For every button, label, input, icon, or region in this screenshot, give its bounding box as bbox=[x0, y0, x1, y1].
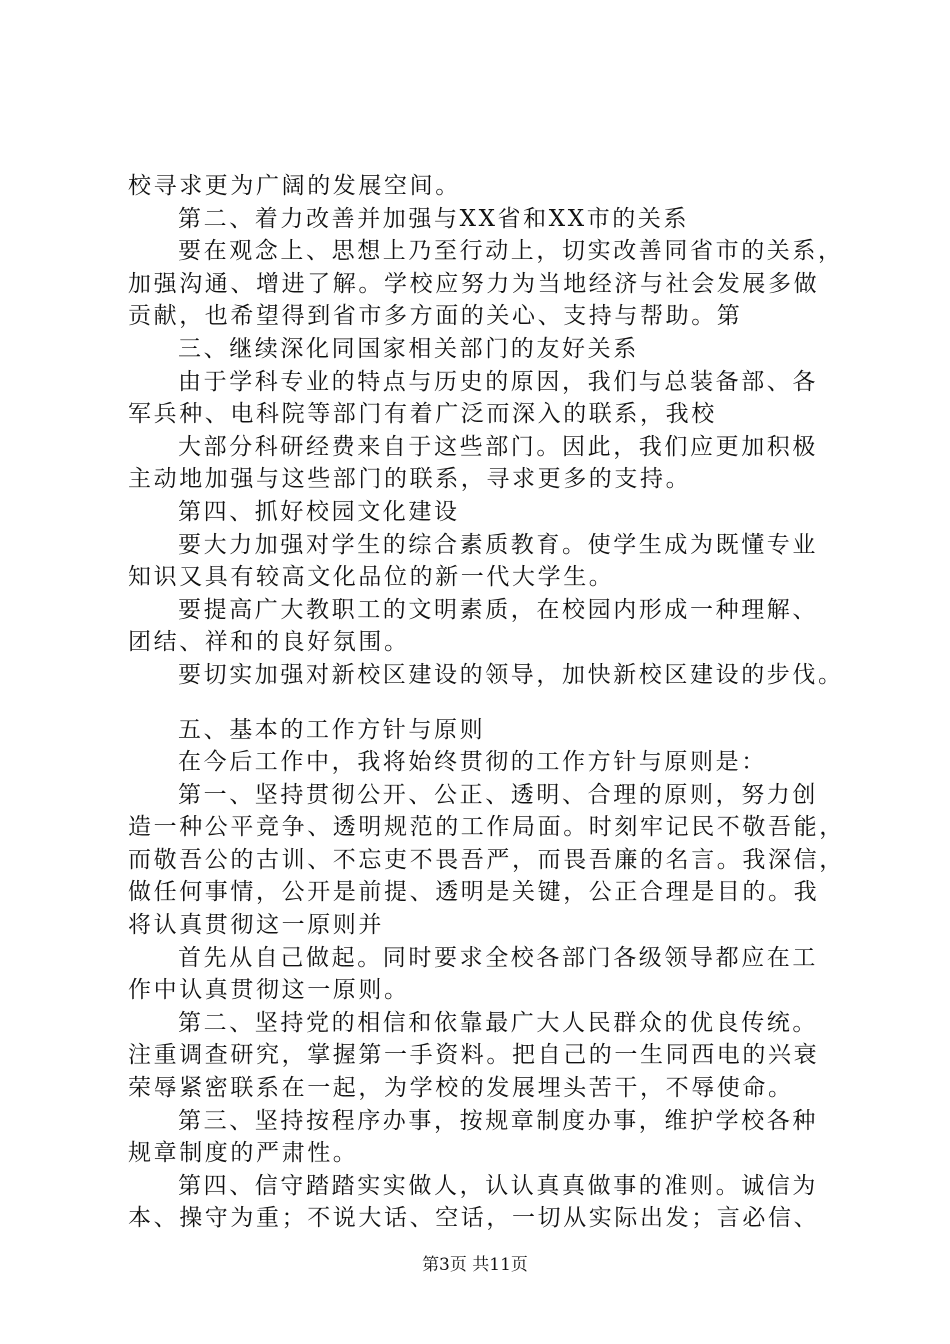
section-heading: 第二、着力改善并加强与XX省和XX市的关系 bbox=[178, 205, 690, 232]
text-line: 大部分科研经费来自于这些部门。因此，我们应更加积极 bbox=[178, 433, 818, 460]
text-line: 加强沟通、增进了解。学校应努力为当地经济与社会发展多做 bbox=[128, 270, 820, 297]
page-number: 第3页 共11页 bbox=[422, 1255, 528, 1275]
section-heading: 第四、抓好校园文化建设 bbox=[178, 498, 460, 525]
text-line: 要切实加强对新校区建设的领导，加快新校区建设的步伐。 bbox=[178, 661, 844, 688]
text-line: 首先从自己做起。同时要求全校各部门各级领导都应在工 bbox=[178, 944, 818, 971]
text-line: 规章制度的严肃性。 bbox=[128, 1140, 359, 1167]
text-line: 第三、坚持按程序办事，按规章制度办事，维护学校各种 bbox=[178, 1107, 818, 1134]
document-body bbox=[128, 170, 848, 1235]
text-line: 贡献，也希望得到省市多方面的关心、支持与帮助。第 bbox=[128, 303, 743, 330]
text-line: 本、操守为重；不说大话、空话，一切从实际出发；言必信、 bbox=[128, 1205, 820, 1232]
paragraph-gap bbox=[128, 692, 848, 714]
text-line: 要提高广大教职工的文明素质，在校园内形成一种理解、 bbox=[178, 596, 818, 623]
text-line: 荣辱紧密联系在一起，为学校的发展埋头苦干，不辱使命。 bbox=[128, 1075, 794, 1102]
text-line: 校寻求更为广阔的发展空间。 bbox=[128, 173, 461, 199]
section-heading: 五、基本的工作方针与原则 bbox=[178, 716, 486, 743]
text-line: 造一种公平竞争、透明规范的工作局面。时刻牢记民不敬吾能， bbox=[128, 814, 845, 841]
text-line: 主动地加强与这些部门的联系，寻求更多的支持。 bbox=[128, 466, 692, 493]
text-line: 第二、坚持党的相信和依靠最广大人民群众的优良传统。 bbox=[178, 1009, 818, 1036]
text-line: 第一、坚持贯彻公开、公正、透明、合理的原则，努力创 bbox=[178, 781, 818, 808]
section-heading: 三、继续深化同国家相关部门的友好关系 bbox=[178, 335, 639, 362]
text-line: 第四、信守踏踏实实做人，认认真真做事的准则。诚信为 bbox=[178, 1172, 818, 1199]
text-line: 要大力加强对学生的综合素质教育。使学生成为既懂专业 bbox=[178, 531, 818, 558]
text-line: 做任何事情，公开是前提、透明是关键，公正合理是目的。我 bbox=[128, 879, 820, 906]
text-line: 在今后工作中，我将始终贯彻的工作方针与原则是： bbox=[178, 749, 767, 776]
text-line: 作中认真贯彻这一原则。 bbox=[128, 977, 410, 1004]
text-line: 而敬吾公的古训、不忘吏不畏吾严，而畏吾廉的名言。我深信， bbox=[128, 846, 845, 873]
text-line: 团结、祥和的良好氛围。 bbox=[128, 629, 410, 656]
text-line: 要在观念上、思想上乃至行动上，切实改善同省市的关系， bbox=[178, 238, 844, 265]
text-line: 将认真贯彻这一原则并 bbox=[128, 912, 384, 939]
text-line: 注重调查研究，掌握第一手资料。把自己的一生同西电的兴衰 bbox=[128, 1042, 820, 1069]
text-line: 军兵种、电科院等部门有着广泛而深入的联系，我校 bbox=[128, 401, 717, 428]
text-line: 知识又具有较高文化品位的新一代大学生。 bbox=[128, 564, 615, 591]
text-line: 由于学科专业的特点与历史的原因，我们与总装备部、各 bbox=[178, 368, 818, 395]
